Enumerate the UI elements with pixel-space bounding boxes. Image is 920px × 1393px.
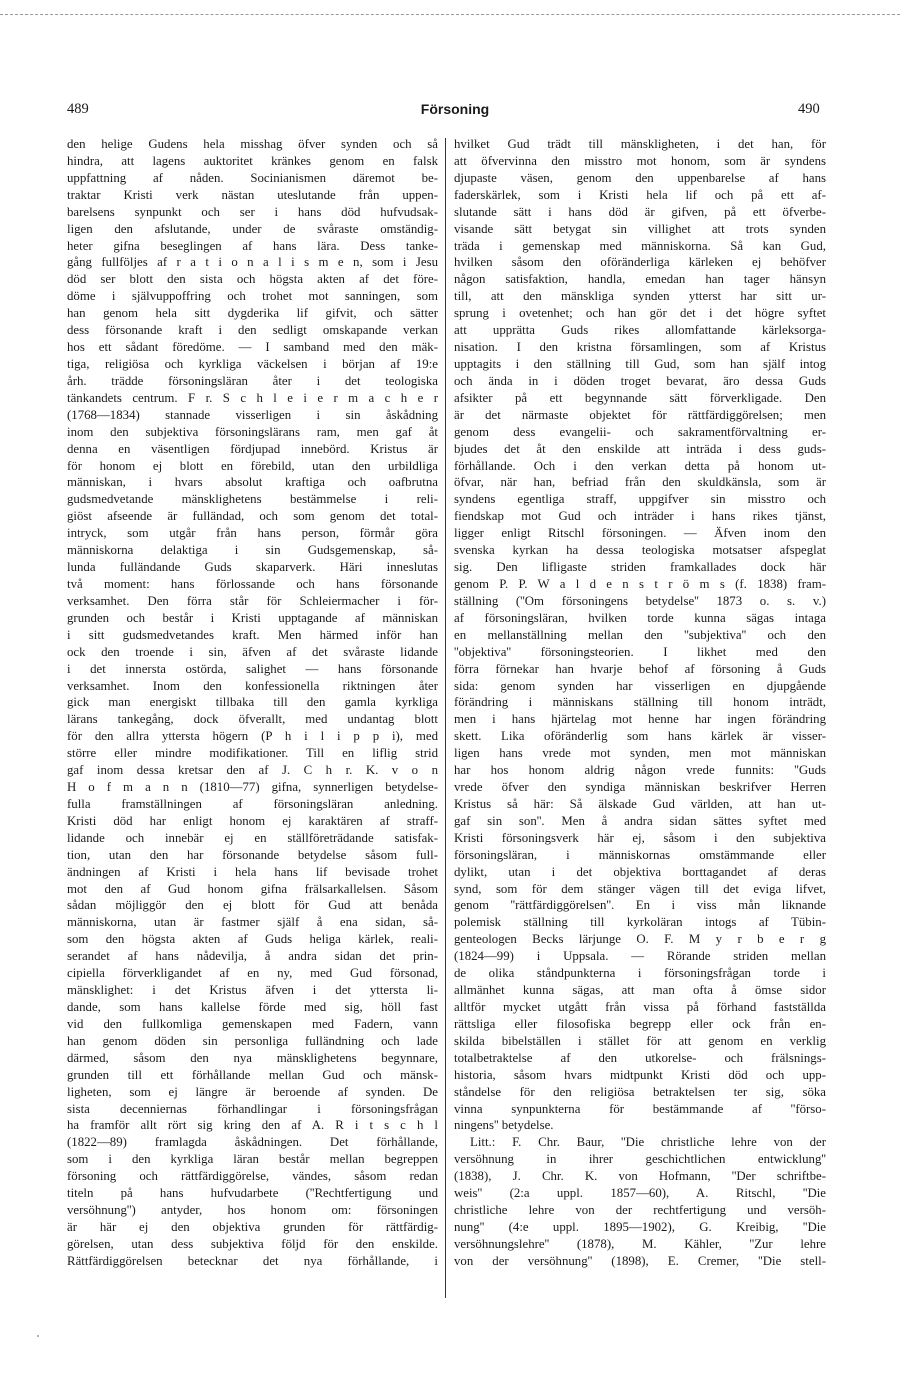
right-column bbox=[454, 136, 826, 1270]
text-line: som i den kyrkliga läran består mellan begreppen bbox=[67, 1152, 438, 1167]
text-line: människorna delaktiga i sin Gudsgemenskap, så- bbox=[67, 543, 438, 558]
text-line: H o f m a n n (1810—77) gifna, synnerligen betydelse- bbox=[67, 780, 438, 795]
text-line: lärans tankegång, dock öfverallt, med undantag blott bbox=[67, 712, 438, 727]
text-line: bjudes det åt den enskilde att inträda i dess guds- bbox=[454, 441, 826, 456]
text-line: i sitt gudsmedvetandes kraft. Men härmed inför han bbox=[67, 627, 438, 642]
text-line: sprung i ovetenhet; och han gör det i det högre syftet bbox=[454, 306, 826, 321]
text-line: upptagits i den ställning till Gud, som han själf intog bbox=[454, 356, 826, 371]
text-line: lidande och innebär ej en ställföreträdande satisfak- bbox=[67, 830, 438, 845]
text-line: (1824—99) i Uppsala. — Rörande striden mellan bbox=[454, 949, 826, 964]
text-line: sig. Den lifligaste striden framkallades dock här bbox=[454, 560, 826, 575]
text-line: versöhnungslehre'' (1878), M. Kähler, ''Zur lehre bbox=[454, 1236, 826, 1251]
text-line: sådan möjliggör den ej blott för Gud att benåda bbox=[67, 898, 438, 913]
text-line: vrede öfver den syndiga människan beskrifver Herren bbox=[454, 780, 826, 795]
text-line: genom P. P. W a l d e n s t r ö m s (f. 1838) fram- bbox=[454, 576, 826, 591]
text-line: dess försonande kraft i den sedligt omskapande verkan bbox=[67, 323, 438, 338]
text-line: Rättfärdiggörelsen betecknar det nya förhållande, i bbox=[67, 1253, 438, 1268]
left-page-number: 489 bbox=[67, 101, 89, 117]
text-line: han genom döden sin personliga fulländning och lade bbox=[67, 1033, 438, 1048]
text-line: ligheten, som ej längre är beroende af synden. De bbox=[67, 1084, 438, 1099]
text-line: till, att den mänskliga synden ytterst har sitt ur- bbox=[454, 289, 826, 304]
text-line: därmed, såsom den nya mänsklighetens begynnare, bbox=[67, 1050, 438, 1065]
text-line: och ända in i döden troget bevarat, äro dessa Guds bbox=[454, 373, 826, 388]
text-line: sida: genom synden har visserligen en djupgående bbox=[454, 678, 826, 693]
text-line: Kristi försoningsverk här ej, såsom i den subjektiva bbox=[454, 830, 826, 845]
scan-speck bbox=[37, 1335, 39, 1337]
column-divider bbox=[445, 138, 446, 1298]
text-line: verksamhet. Den förra står för Schleiermacher i för- bbox=[67, 593, 438, 608]
text-line: ock den troende i sin, äfven af det svåraste lidande bbox=[67, 644, 438, 659]
text-line: hvilken såsom den oföränderliga kärleken ej behöfver bbox=[454, 255, 826, 270]
text-line: lunda fulländande Guds skaparverk. Häri inneslutas bbox=[67, 560, 438, 575]
text-line: gaf inom dessa kretsar den af J. C h r. K. v o n bbox=[67, 763, 438, 778]
text-line: historia, såsom hvars midtpunkt Kristi död och upp- bbox=[454, 1067, 826, 1082]
text-line: visande sätt betygat sin villighet att trots synden bbox=[454, 221, 826, 236]
text-line: att öfvervinna den misstro mot honom, som är syndens bbox=[454, 153, 826, 168]
text-line: träda i gemenskap med människorna. Så kan Gud, bbox=[454, 238, 826, 253]
text-line: öfvar, när han, befriad från den skuldkänsla, som är bbox=[454, 475, 826, 490]
text-line: vid den fullkomliga gemenskapen med Fadern, vann bbox=[67, 1016, 438, 1031]
text-line: hindra, att lagens auktoritet kränkes genom en falsk bbox=[67, 153, 438, 168]
text-line: årh. trädde försoningsläran åter i det teologiska bbox=[67, 373, 438, 388]
text-line: men i hans hjärtelag mot henne har ingen förändring bbox=[454, 712, 826, 727]
text-line: hos ett sådant föredöme. — I samband med den mäk- bbox=[67, 340, 438, 355]
text-line: christliche lehre von der rechtfertigung und versöh- bbox=[454, 1203, 826, 1218]
text-line: titeln på hans hufvudarbete (''Rechtfertigung und bbox=[67, 1186, 438, 1201]
text-line: polemisk ställning till kyrkoläran intogs af Tübin- bbox=[454, 915, 826, 930]
text-line: ningens'' betydelse. bbox=[454, 1118, 554, 1133]
text-line: fiendskap mot Gud och inträder i hans rikes tjänst, bbox=[454, 509, 826, 524]
text-line: syndens egentliga straff, uppgifver sin misstro och bbox=[454, 492, 826, 507]
text-line: dylikt, utan i det objektiva borttagandet af deras bbox=[454, 864, 826, 879]
text-line: görelsen, utan dess subjektiva följd för den enskilde. bbox=[67, 1236, 438, 1251]
text-line: versöhnung'') antyder, hos honom om: försoningen bbox=[67, 1203, 438, 1218]
text-line: svenska kyrkan ha dessa teologiska motsatser afspeglat bbox=[454, 543, 826, 558]
text-line: uppfattning af nåden. Socinianismen däremot be- bbox=[67, 170, 438, 185]
text-line: förra förnekar han hvarje behof af försoning å Guds bbox=[454, 661, 826, 676]
text-line: två moment: hans förlossande och hans försonande bbox=[67, 576, 438, 591]
text-line: tiga, religiösa och kyrkliga väckelsen i början af 19:e bbox=[67, 356, 438, 371]
text-line: nisation. I den kristna församlingen, som af Kristus bbox=[454, 340, 826, 355]
text-line: förändring i människans ställning till honom inträdt, bbox=[454, 695, 826, 710]
text-line: hvilket Gud trädt till mänskligheten, i det han, för bbox=[454, 137, 826, 151]
right-page-number: 490 bbox=[798, 101, 820, 117]
text-line: genteologen Becks lärjunge O. F. M y r b e r g bbox=[454, 932, 826, 947]
text-line: är här ej den objektiva grunden för rättfärdig- bbox=[67, 1220, 438, 1234]
text-line: ligger enligt Ritschl försoningen. — Äfven inom den bbox=[454, 526, 826, 541]
text-line: sista decenniernas förhandlingar i försoningsfrågan bbox=[67, 1101, 438, 1116]
text-line: heter gifna beseglingen af hans lära. Dess tanke- bbox=[67, 238, 438, 253]
text-line: ställning (''Om försoningens betydelse'' 1873 o. s. v.) bbox=[454, 593, 826, 608]
text-line: verksamhet. Inom den konfessionella riktningen åter bbox=[67, 678, 438, 693]
text-line: inom den subjektiva försoningslärans ram, men gaf åt bbox=[67, 424, 438, 439]
page-header bbox=[0, 101, 920, 121]
text-line: ha framför allt rört sig kring den af A. R i t s c h l bbox=[67, 1118, 438, 1133]
text-line: gång fullföljes af r a t i o n a l i s m e n, som i Jesu bbox=[67, 255, 438, 270]
text-line: någon satisfaktion, handla, emedan han tager hänsyn bbox=[454, 272, 826, 287]
text-line: dande, som hans kallelse förde med sig, höll fast bbox=[67, 1000, 438, 1015]
text-line: denna en väsentligen fördjupad innebörd. Kristus är bbox=[67, 441, 438, 456]
text-line: traktar Kristi verk nästan uteslutande från uppen- bbox=[67, 187, 438, 202]
text-line: som den högsta akten af Guds heliga kärlek, reali- bbox=[67, 932, 438, 947]
text-line: Kristus så här: Så älskade Gud världen, att han ut- bbox=[454, 796, 826, 811]
text-line: vinna synpunkterna för bestämmande af ''förso- bbox=[454, 1101, 826, 1116]
text-line: ståndelse för den religiösa betraktelsen ter sig, söka bbox=[454, 1084, 826, 1099]
text-line: gaf sin son''. Men å andra sidan sättes syftet med bbox=[454, 813, 826, 828]
text-line: en mellanställning mellan den ''subjektiva'' och den bbox=[454, 627, 826, 642]
text-line: att upprätta Guds rikes allomfattande kärleksorga- bbox=[454, 323, 826, 338]
text-line: djupaste väsen, genom den uppenbarelse af hans bbox=[454, 170, 826, 185]
text-line: mänsklighet: i det Kristus äfven i det yttersta li- bbox=[67, 983, 438, 998]
text-line: för honom ej blott en förebild, utan den urbildliga bbox=[67, 458, 438, 473]
text-line: försoning och rättfärdiggörelse, vändes, såsom redan bbox=[67, 1169, 438, 1184]
running-title: Försoning bbox=[420, 101, 490, 117]
text-line: faderskärlek, som i Kristi hela lif och på ett af- bbox=[454, 187, 826, 202]
scan-top-edge bbox=[0, 14, 900, 15]
text-line: grunden och består i Kristi upptagande af människan bbox=[67, 610, 438, 625]
text-line: grunden till ett förhållande mellan Gud och mänsk- bbox=[67, 1067, 438, 1082]
text-line: synd, som för dem stänger vägen till det eviga lifvet, bbox=[454, 881, 826, 896]
text-line: (1768—1834) stannade visserligen i sin åskådning bbox=[67, 407, 438, 422]
text-line: (1822—89) framlagda åskådningen. Det förhållande, bbox=[67, 1135, 438, 1150]
text-line: mot den af Gud honom gifna frälsarkallelsen. Såsom bbox=[67, 881, 438, 896]
text-line: den helige Gudens hela misshag öfver synden och så bbox=[67, 137, 438, 151]
text-line: serandet af hans nådevilja, å andra sidan det prin- bbox=[67, 949, 438, 964]
text-line: döme i självuppoffring och trohet mot sanningen, som bbox=[67, 289, 438, 304]
text-line: (1838), J. Chr. K. von Hofmann, ''Der schriftbe- bbox=[454, 1169, 826, 1184]
text-line: intryck, som utgår från hans person, förmår göra bbox=[67, 526, 438, 541]
text-line: ''objektiva'' försoningsteorien. I likhet med den bbox=[454, 644, 826, 659]
text-line: förhållande. Och i den verkan detta på honom ut- bbox=[454, 458, 826, 473]
text-line: människan, i hvars absolut kraftiga och oafbrutna bbox=[67, 475, 438, 490]
left-column bbox=[67, 136, 438, 1270]
text-line: totalbetraktelse af den utkorelse- och frälsnings- bbox=[454, 1050, 826, 1065]
text-line: han genom hela sitt dygderika lif gifvit, och sätter bbox=[67, 306, 438, 321]
text-line: människorna, utan är fastmer själf å ena sidan, så- bbox=[67, 915, 438, 930]
text-line: i det innersta ostörda, salighet — hans försonande bbox=[67, 661, 438, 676]
text-line: von der versöhnung'' (1898), E. Cremer, ''Die stell- bbox=[454, 1253, 826, 1268]
text-line: allmänhet kunna sägas, att man ofta å ömse sidor bbox=[454, 983, 826, 998]
text-line: skett. Lika oföränderlig som hans kärlek är visser- bbox=[454, 729, 826, 744]
text-line: weis'' (2:a uppl. 1857—60), A. Ritschl, ''Die bbox=[454, 1186, 826, 1201]
text-line: de olika ståndpunkterna i försoningsfrågan torde i bbox=[454, 966, 826, 981]
text-line: tänkandets centrum. F r. S c h l e i e r m a c h e r bbox=[67, 390, 438, 405]
text-line: afsikter på ett begynnande sätt förverkligade. Den bbox=[454, 390, 826, 405]
text-line: skilda bibelställen i stället för att genom en verklig bbox=[454, 1033, 826, 1048]
text-line: större eller mindre modifikationer. Till en liflig strid bbox=[67, 746, 438, 761]
text-line: cipiella förverkligandet af en ny, med Gud försonad, bbox=[67, 966, 438, 981]
text-line: slutande sätt i hans död är gifven, på ett öfverbe- bbox=[454, 204, 826, 219]
text-line: ligen hans vrede mot synden, men mot människan bbox=[454, 746, 826, 761]
text-line: giöst afseende är fulländad, och som genom det total- bbox=[67, 509, 438, 524]
text-line: genom ''rättfärdiggörelsen''. En i viss mån liknande bbox=[454, 898, 826, 913]
text-line: tion, utan den har försonande betydelse såsom full- bbox=[67, 847, 438, 862]
text-line: genom dess evangelii- och sakramentförvaltning er- bbox=[454, 424, 826, 439]
text-line: fulla framställningen af försoningsläran anledning. bbox=[67, 796, 438, 811]
text-line: gick man energiskt tillbaka till den gamla kyrkliga bbox=[67, 695, 438, 710]
text-line: versöhnung in ihrer geschichtlichen entwicklung'' bbox=[454, 1152, 826, 1167]
text-line: gudsmedvetande mänsklighetens bestämmelse i reli- bbox=[67, 492, 438, 507]
text-line: ligen den afslutande, under de svåraste omständig- bbox=[67, 221, 438, 236]
text-line: är det närmaste objektet för rättfärdiggörelsen; men bbox=[454, 407, 826, 422]
text-line: rättsliga eller filosofiska begrepp eller ock från en- bbox=[454, 1016, 826, 1031]
text-line: barelsens synpunkt och ser i hans död hufvudsak- bbox=[67, 204, 438, 219]
text-line: försoningsläran, i människornas omstämmande eller bbox=[454, 847, 826, 862]
text-line: Litt.: F. Chr. Baur, ''Die christliche lehre von der bbox=[470, 1135, 826, 1150]
text-line: har hos honom aldrig någon vrede funnits: ''Guds bbox=[454, 763, 826, 778]
text-line: ändningen af Kristi i hela hans lif bevisade trohet bbox=[67, 864, 438, 879]
text-line: alltför mycket utgått från vissa på förhand fastställda bbox=[454, 1000, 826, 1015]
text-line: af försoningsläran, hvilken torde kunna sägas intaga bbox=[454, 610, 826, 625]
text-line: nung'' (4:e uppl. 1895—1902), G. Kreibig, ''Die bbox=[454, 1220, 826, 1234]
text-line: Kristi död har enligt honom ej karaktären af straff- bbox=[67, 813, 438, 828]
text-line: död ser blott den sista och högsta akten af det före- bbox=[67, 272, 438, 287]
text-line: för den allra yttersta högern (P h i l i p p i), med bbox=[67, 729, 438, 744]
